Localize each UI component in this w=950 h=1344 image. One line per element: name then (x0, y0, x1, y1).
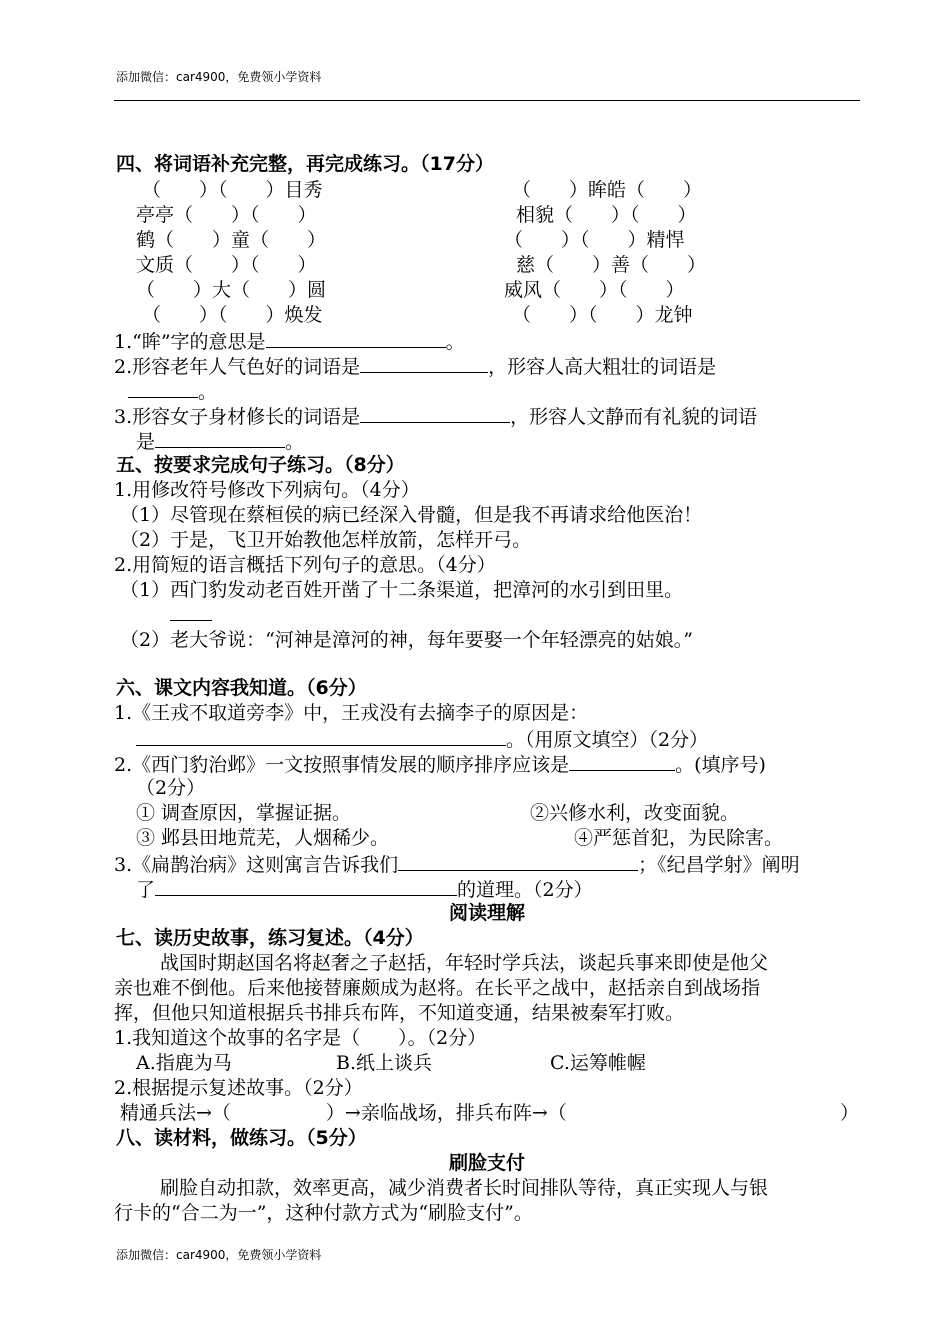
s4-q2: 2.形容老年人气色好的词语是 ，形容人高大粗壮的词语是 (114, 356, 717, 378)
answer-blank[interactable] (360, 404, 510, 423)
s6-option-4: ④严惩首犯，为民除害。 (574, 827, 784, 849)
s7-choice-c[interactable]: C.运筹帷幄 (550, 1052, 646, 1074)
word-right-5: 威风（ ）（ ） (504, 279, 685, 301)
answer-blank[interactable] (398, 852, 638, 871)
s7-flow: 精通兵法→（ ）→亲临战场，排兵布阵→（ (120, 1102, 567, 1124)
s7-para-3: 挥，但他只知道根据兵书排兵布阵，不知道变通，结果被秦军打败。 (114, 1002, 685, 1024)
s6-q1-cont: 。（用原文填空）（2分） (136, 727, 708, 751)
word-left-4: 文质（ ）（ ） (136, 254, 317, 276)
word-left-1: （ ）（ ）目秀 (142, 179, 323, 201)
s7-choice-b[interactable]: B.纸上谈兵 (336, 1052, 433, 1074)
s5-line-5: （1）西门豹发动老百姓开凿了十二条渠道，把漳河的水引到田里。 (120, 579, 684, 601)
s6-q2-score: （2分） (136, 777, 206, 799)
s4-q3-cont: 是 。 (136, 431, 305, 453)
s6-option-3: ③ 邺县田地荒芜，人烟稀少。 (136, 827, 390, 849)
word-left-6: （ ）（ ）焕发 (142, 304, 323, 326)
answer-blank[interactable] (155, 877, 457, 896)
s5-line-1: 1.用修改符号修改下列病句。（4分） (114, 479, 420, 501)
word-left-5: （ ）大（ ）圆 (136, 279, 327, 301)
s6-q3: 3.《扁鹊治病》这则寓言告诉我们 ；《纪昌学射》阐明 (114, 854, 800, 876)
s6-option-1: ① 调查原因，掌握证据。 (136, 802, 352, 824)
answer-blank[interactable] (136, 727, 506, 746)
s4-q1: 1.“眸”字的意思是 。 (114, 331, 465, 353)
s6-option-2: ②兴修水利，改变面貌。 (530, 802, 740, 824)
s6-q3-cont: 了 的道理。（2分） (136, 879, 593, 901)
s7-q1: 1.我知道这个故事的名字是（ ）。（2分） (114, 1027, 487, 1049)
s6-q2: 2.《西门豹治邺》一文按照事情发展的顺序排序应该是 。(填序号) (114, 754, 766, 776)
word-right-1: （ ）眸皓（ ） (512, 179, 703, 201)
reading-heading: 阅读理解 (448, 902, 525, 924)
s8-para-1: 刷脸自动扣款，效率更高，减少消费者长时间排队等待，真正实现人与银 (160, 1177, 769, 1199)
answer-blank[interactable] (128, 379, 198, 398)
s8-para-2: 行卡的“合二为一”，这种付款方式为“刷脸支付”。 (114, 1202, 533, 1224)
page-header: 添加微信：car4900，免费领小学资料 (116, 70, 322, 84)
s4-q3: 3.形容女子身材修长的词语是 ，形容人文静而有礼貌的词语 (114, 406, 758, 428)
answer-blank[interactable] (170, 602, 212, 621)
s6-q1: 1.《王戎不取道旁李》中，王戎没有去摘李子的原因是： (114, 702, 589, 724)
word-right-3: （ ）（ ）精悍 (504, 229, 685, 251)
s5-line-3: （2）于是，飞卫开始教他怎样放箭，怎样开弓。 (120, 529, 532, 551)
answer-blank[interactable] (155, 429, 285, 448)
word-left-3: 鹤（ ）童（ ） (136, 229, 327, 251)
section-7-title: 七、读历史故事，练习复述。（4分） (116, 927, 424, 949)
s5-line-2: （1）尽管现在蔡桓侯的病已经深入骨髓，但是我不再请求给他医治！ (120, 504, 703, 526)
s5-line-4: 2.用简短的语言概括下列句子的意思。（4分） (114, 554, 496, 576)
s5-line-6: （2）老大爷说：“河神是漳河的神，每年要娶一个年轻漂亮的姑娘。” (120, 629, 694, 651)
section-8-title: 八、读材料，做练习。（5分） (116, 1127, 367, 1149)
s5-short-blank (170, 602, 212, 626)
section-5-title: 五、按要求完成句子练习。（8分） (116, 454, 405, 476)
s7-para-1: 战国时期赵国名将赵奢之子赵括，年轻时学兵法，谈起兵事来即使是他父 (160, 952, 769, 974)
word-left-2: 亭亭（ ）（ ） (136, 204, 317, 226)
word-right-6: （ ）（ ）龙钟 (512, 304, 693, 326)
word-right-4: 慈（ ）善（ ） (516, 254, 707, 276)
answer-blank[interactable] (266, 329, 446, 348)
section-4-title: 四、将词语补充完整，再完成练习。（17分） (116, 153, 494, 175)
header-rule (114, 100, 860, 101)
answer-blank[interactable] (360, 354, 488, 373)
article-title: 刷脸支付 (448, 1152, 525, 1174)
page-footer: 添加微信：car4900，免费领小学资料 (116, 1248, 322, 1262)
s7-q2: 2.根据提示复述故事。（2分） (114, 1077, 363, 1099)
word-right-2: 相貌（ ）（ ） (516, 204, 697, 226)
s7-para-2: 亲也难不倒他。后来他接替廉颇成为赵将。在长平之战中，赵括亲自到战场指 (114, 977, 761, 999)
section-6-title: 六、课文内容我知道。（6分） (116, 677, 367, 699)
s7-choice-a[interactable]: A.指鹿为马 (136, 1052, 232, 1074)
s4-q2-cont: 。 (128, 379, 217, 403)
s7-flow-end: ） (840, 1102, 860, 1124)
answer-blank[interactable] (569, 752, 675, 771)
